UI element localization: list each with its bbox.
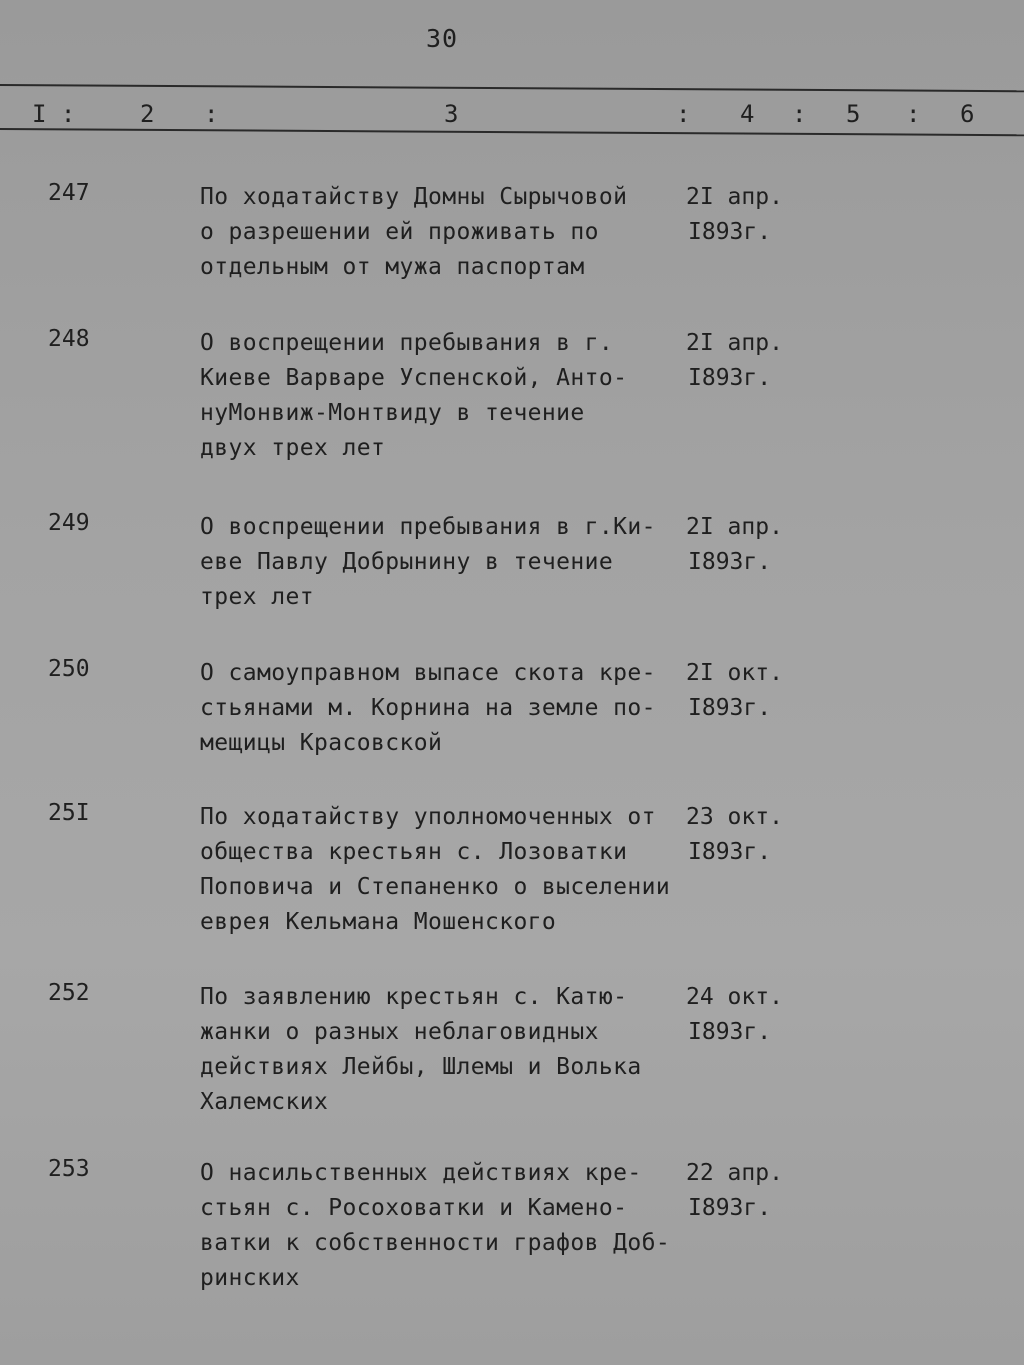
description-line: еврея Кельмана Мошенского <box>200 909 557 935</box>
description-line: мещицы Красовской <box>200 730 443 756</box>
entry-number: 249 <box>48 510 90 536</box>
entry-date <box>686 1156 783 1226</box>
date-day-month: 24 окт. <box>686 984 783 1010</box>
description-line: Киеве Варваре Успенской, Анто- <box>200 365 628 391</box>
entry-number: 25I <box>48 800 90 826</box>
date-day-month: 2I окт. <box>686 660 783 686</box>
entry-date <box>686 510 783 580</box>
description-line: О насильственных действиях кре- <box>200 1160 642 1186</box>
date-day-month: 22 апр. <box>686 1160 783 1186</box>
header-top-rule <box>0 84 1024 92</box>
header-col-3: 3 <box>444 100 459 128</box>
date-year: I893г. <box>688 695 772 721</box>
description-line: стьян с. Росоховатки и Камено- <box>200 1195 628 1221</box>
date-year: I893г. <box>688 365 772 391</box>
header-separator: : <box>676 100 691 128</box>
description-line: О воспрещении пребывания в г.Ки- <box>200 514 656 540</box>
description-line: ватки к собственности графов Доб- <box>200 1230 671 1256</box>
description-line: жанки о разных неблаговидных <box>200 1019 599 1045</box>
date-day-month: 23 окт. <box>686 804 783 830</box>
description-line: отдельным от мужа паспортам <box>200 254 585 280</box>
entry-description <box>200 510 700 615</box>
entry-date <box>686 800 783 870</box>
description-line: действиях Лейбы, Шлемы и Волька <box>200 1054 642 1080</box>
entry-date <box>686 180 783 250</box>
page-number: 30 <box>426 24 459 53</box>
description-line: По ходатайству Домны Сырычовой <box>200 184 628 210</box>
header-separator: : <box>906 100 921 128</box>
description-line: Поповича и Степаненко о выселении <box>200 874 671 900</box>
description-line: трех лет <box>200 584 314 610</box>
entry-date <box>686 326 783 396</box>
description-line: По ходатайству уполномоченных от <box>200 804 656 830</box>
header-col-1: I : <box>32 100 76 128</box>
date-year: I893г. <box>688 1195 772 1221</box>
entry-number: 253 <box>48 1156 90 1182</box>
header-col-2: 2 <box>140 100 155 128</box>
date-year: I893г. <box>688 1019 772 1045</box>
description-line: нуМонвиж-Монтвиду в течение <box>200 400 585 426</box>
description-line: По заявлению крестьян с. Катю- <box>200 984 628 1010</box>
description-line: Халемских <box>200 1089 329 1115</box>
entry-number: 252 <box>48 980 90 1006</box>
entry-description <box>200 656 700 761</box>
description-line: стьянами м. Корнина на земле по- <box>200 695 656 721</box>
date-year: I893г. <box>688 839 772 865</box>
header-col-5: 5 <box>846 100 861 128</box>
date-year: I893г. <box>688 219 772 245</box>
date-year: I893г. <box>688 549 772 575</box>
header-col-4: 4 <box>740 100 755 128</box>
entry-description <box>200 1156 700 1296</box>
header-col-6: 6 <box>960 100 975 128</box>
description-line: О самоуправном выпасе скота кре- <box>200 660 656 686</box>
description-line: о разрешении ей проживать по <box>200 219 599 245</box>
entry-description <box>200 180 700 285</box>
entry-number: 247 <box>48 180 90 206</box>
entry-description <box>200 800 700 940</box>
entry-description <box>200 326 700 466</box>
header-separator: : <box>792 100 807 128</box>
description-line: двух трех лет <box>200 435 386 461</box>
description-line: еве Павлу Добрынину в течение <box>200 549 614 575</box>
entry-date <box>686 980 783 1050</box>
entry-number: 250 <box>48 656 90 682</box>
description-line: ринских <box>200 1265 300 1291</box>
header-bottom-rule <box>0 128 1024 136</box>
entry-date <box>686 656 783 726</box>
date-day-month: 2I апр. <box>686 330 783 356</box>
description-line: общества крестьян с. Лозоватки <box>200 839 628 865</box>
entry-number: 248 <box>48 326 90 352</box>
date-day-month: 2I апр. <box>686 514 783 540</box>
description-line: О воспрещении пребывания в г. <box>200 330 614 356</box>
header-separator: : <box>204 100 219 128</box>
entry-description <box>200 980 700 1120</box>
date-day-month: 2I апр. <box>686 184 783 210</box>
